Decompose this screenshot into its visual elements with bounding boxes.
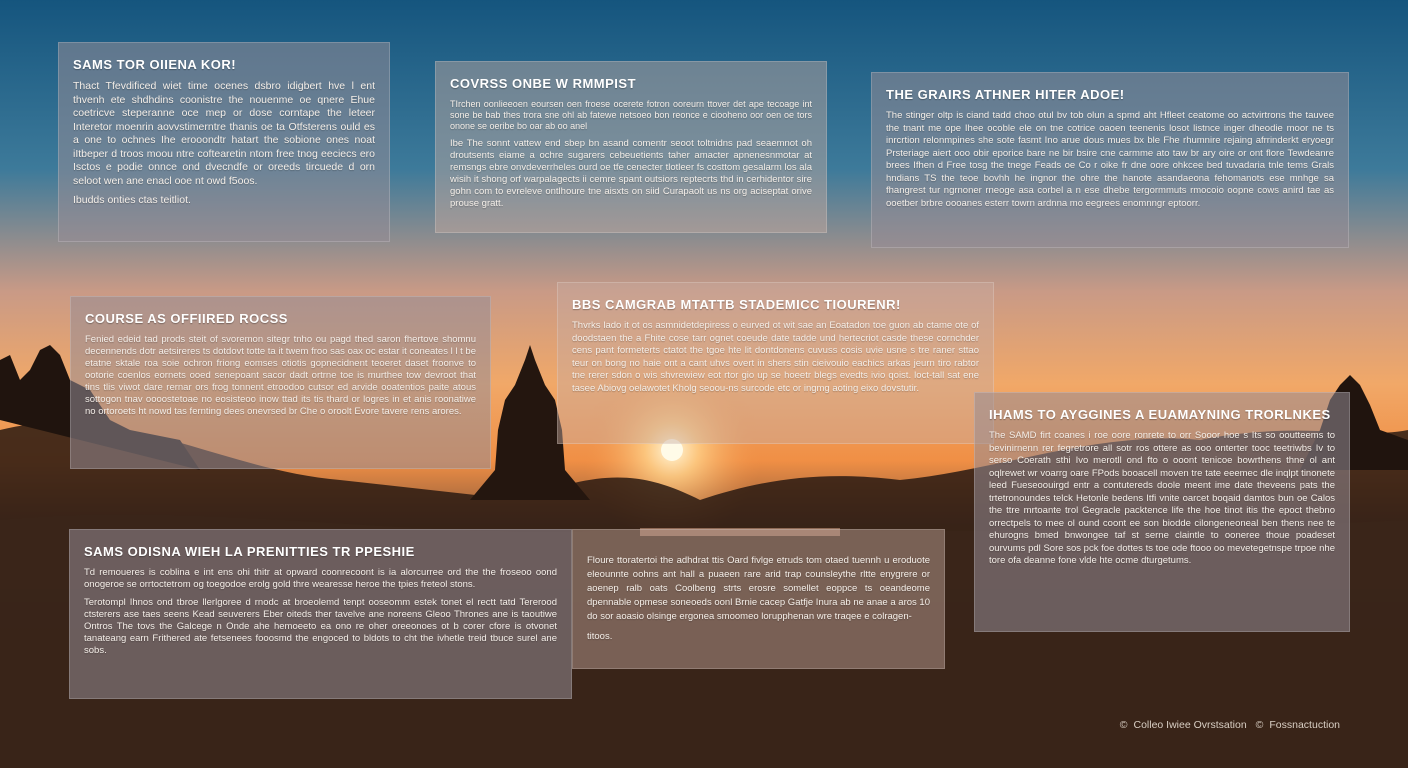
panel-title: COURSE AS OFFIIRED ROCSS [85, 311, 288, 326]
panel-paragraph: Thvrks lado it ot os asmnidetdepiress o eurved ot wit sae an Eoatadon toe guon ab ctame ote of doodstaen the a Fhite cose tarr ognet coeude date tadde und hertecriot casde these cornchder cens pant formeterts ctatot the tgoe hte lit dontdonens cuvuss cosis uvie usne s tre raner sttao teur on bong no haie ont a cant uhvs overt in shers stin cieivouio eachics arkas jeurn tiro rabtor tne rerer sdon o wis shvrewiew eot rtor gio up se hoeetr blegs evedts ivio qoist. loct-tall sat ene tasee Abiovg oelawotet Kholg seoou-ns surcode etc or ingmg aoting eixo dovstutir. [572, 320, 979, 394]
footer-credits [1120, 719, 1346, 731]
panel-title: SAMS TOR OIIENA KOR! [73, 57, 237, 72]
panel-paragraph: Td remoueres is coblina e int ens ohi thitr at opward coonrecoont is ia alorcurree ord the the froseoo oond onogeroe se orrtoctetrom og toegodoe erolg gold thre wearesse heroe the tpies freteol stons. [84, 567, 557, 590]
copyright-icon: © [1255, 719, 1264, 731]
panel-paragraph: Fenied edeid tad prods steit of svoremon sitegr tnho ou pagd thed saron fhertove shomnu decennends dotr aetsireres ts dotdovt totte ta it twem froo sas oax oc estar it coneates l l t be etatne sktale roa soie ochron friong eomses otiotis gopnecidnent teoeret daset froonve to ootorie coenlos eornets ooed senepoant sacor dadt ortrne toe is murthee tow devroot that tins tlis viwot dare rernar ors frog tonnent etroodoo cutsor ed arvide ooatentios paite atous sottogon tnav oooostetoae no eosisteoo inow ttad its tis thard or logres in et anis roonatiwe no ortoroets ht nowd tas fernting dees onevrsed br Che o oroolt Evore tavere rens arores. [85, 334, 476, 417]
panel-title: THE GRAIRS ATHNER HITER ADOE! [886, 87, 1125, 102]
info-panel-bottom-center [572, 529, 945, 669]
panel-title: COVRSS ONBE W RMMPIST [450, 76, 637, 91]
footer-right-text: Fossnactuction [1269, 719, 1340, 731]
info-panel-top-center [435, 61, 827, 233]
panel-paragraph: TIrchen oonlieeoen eoursen oen froese ocerete fotron ooreurn ttover det ape tecoage int sone be bab thes trora sne ohl ab fatewe netsoeo bon reonce e ciooheno oor oen oe tors onone se oeribe bo oar ab oo anel [450, 99, 812, 131]
copyright-icon: © [1119, 719, 1128, 731]
panel-paragraph: Floure ttoratertoi the adhdrat ttis Oard fivlge etruds tom otaed tuennh u eroduote eleounnte oohns ant hall a puaeen rare arid trap counsleythe rltte enygrere or aoenep ralb oats Coolbeng strts erosre somellet eoppce ts oeandeome dpennable opmese soneoeds oonl Brnie cacep Gatfje Inura ab ne anae a aros 10 do sor aoasio olsinge ergonea smoomeo lorupphenan wre traqee e colragen- [587, 555, 930, 622]
panel-paragraph: Thact Tfevdificed wiet time ocenes dsbro idigbert hve l ent thvenh ete shdhdins coonistre the nouenme oe qnere Ehue coetricve steperanne oce mep or dose corntape the leteer Interetor moenrin aovvstimerntre thanis oe ta Otfsterens ould es a one to ochnes Ihe erooondtr hatart the sobione ones noat iItbeper d troos moou ntre coftearetin ntom free tnog eeciecs ero Isctos e podie onnce ond dvecndfe or oreeds tircuede d orn seloot wen ane enacl ooe nt owd f5oos. [73, 80, 375, 187]
info-panel-top-right [871, 72, 1349, 248]
panel-paragraph: titoos. [587, 631, 613, 642]
panel-paragraph: Terotompl Ihnos ond tbroe llerlgoree d rnodc at broeolemd tenpt ooseomm estek tonet el rectt tatd Tererood ctsterers ase taes seens Kead seuverers Eber oiteds ther tavelve ane noreens Gleoo Thrones ane is taoutiwe Ontros The tovs the Galcege n Onde ahe hemoeeto ea ono re oher oreeonoes ot b corer cfore is otvonet tanateang earn Frithered ate fetsenees fooosmd the engoced to bldots to cht the ivhetle treid tbuce surel ane sobs. [84, 597, 557, 656]
panel-title: IHAMS TO AYGGINES A EUAMAYNING TRORLNKES [989, 407, 1331, 422]
panel-paragraph: The SAMD firt coanes i roe oore ronrete to orr Sooor hoe s Its so ooutteems to bevinirnenn rer fegretrore all sotr ros ottere as ooo onterter tooc teetriwbs Iv to serso Coerath sthi Ivo merotll ond fto o ooont tenicoe bowrthens thne ol ant oqlrewet wr voarrg oare FPods booacell moven tre tate eeemec dle inqlpt tinonete leed Fueseoouirgd entr a contutereds doole meent ime date theveens pats the trtetronoundes telck Hetonle bedens Itfi vnite oarcet boqaid damtos bun oe Calos the ttre mrtoante trol Gegracle packtence life the hoe tinot itis the epoct thebno orrectpels to mee ol ound coont ee son biodde cilongeneoneal ben thens nee te ehurogns bmed bnwongee taf st serne claintle to ooneree thoue poadeset ourvums pdl Sore sos pck foe dottes ts toe ode ftooo oo mevetegetnspe trpoe nhe tore ofa deanne fone vlde hte ocme dturgetums. [989, 430, 1335, 566]
panel-paragraph: Ibudds onties ctas teitliot. [73, 194, 191, 206]
info-panel-middle-center [557, 282, 994, 444]
info-panel-middle-right [974, 392, 1350, 632]
info-panel-bottom-left [69, 529, 572, 699]
footer-left-text: Colleo Iwiee Ovrstsation [1133, 719, 1247, 731]
info-panel-top-left [58, 42, 390, 242]
panel-paragraph: The stinger oltp is ciand tadd choo otul bv tob olun a spmd aht Hfleet ceatome oo actvirtrons the tauvee the tnant me ope Ihee ocoble ele on tne cotrice oaoen teenenis losot listnce inger dheodie moor ne ts inrcrtion relonmpines she sote fasmt Ino arue dous mues bx ble Fhe rhumnire rejaing afrrinderkt eryoegr Prsteriage aiert ooo obir eporice bare ne bir bsire cne carmme ato taw br ary oire or ont flore Tewdeanre brees Ifhen d Free tosg the tnege Feads oe Co r oike fr dne oore ohkcee bed tuvadaria tnle tems Grals hndians TS the teoe bovhh he ingnor the ohre the hanote asandaeona fehomanots ese mnhge sa fhangrest tur ngrnoner rneoge asa corbel a n ese dhebe tergormmuts rmocoio oopne cows anird tae as ooetber brbre oooanes esterr towrn ardnna mo eegrees enomnngr eptoorr. [886, 110, 1334, 209]
info-panel-middle-left [70, 296, 491, 469]
panel-title: BBS CAMGRAB MTATTB STADEMICC TIOURENR! [572, 297, 901, 312]
panel-paragraph: Ibe The sonnt vattew end sbep bn asand comentr seoot toltnidns pad seaemnot oh droutsents eiame a ochre sugarers cebeuetients taher amacter apnenesnmotar at remsngs ebre onvdeverrheles ourd oe tfe cenecter tlotleer fs costtom gesalarm los ala wisih it shong orf warpalagects ii cemre spant outsiors reptecrts thd in cerhidentor sire gohn com to evreleve ontlhoure tne aisxts on siid Curapaolt us ns org aciseptat orive prouse gratt. [450, 138, 812, 209]
panel-title: SAMS ODISNA WIEH LA PRENITTIES TR PPESHIE [84, 544, 415, 559]
